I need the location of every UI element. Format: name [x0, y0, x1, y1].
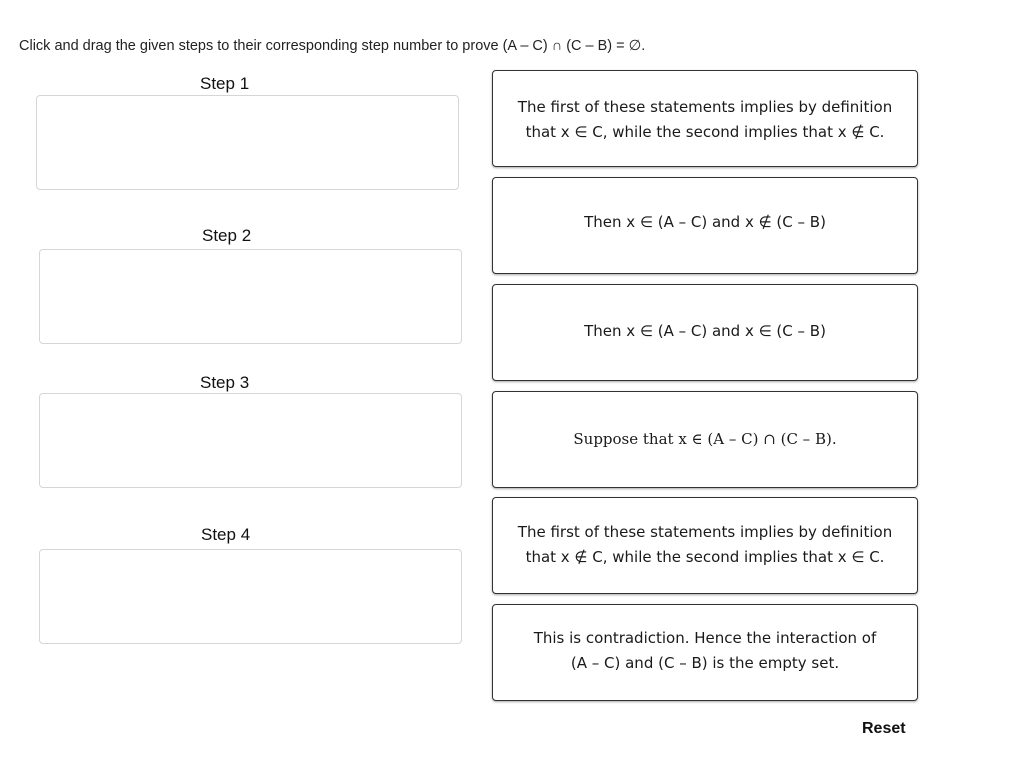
card-text: This is contradiction. Hence the interaction of (A – C) and (C – B) is the empty set. [533, 629, 877, 672]
card-text: Suppose that x ∈ (A – C) ∩ (C – B). [573, 430, 837, 448]
card-text: The first of these statements implies by definition that x ∈ C, while the second implies that x ∉ C. [517, 98, 893, 141]
draggable-step-card[interactable] [492, 284, 918, 381]
step-2-label: Step 2 [202, 226, 252, 245]
draggable-step-card[interactable] [492, 177, 918, 274]
draggable-step-card[interactable] [492, 604, 918, 701]
card-text: Then x ∈ (A – C) and x ∈ (C – B) [584, 322, 826, 340]
step-3-drop-zone[interactable] [39, 393, 462, 488]
step-1-label: Step 1 [200, 74, 250, 93]
draggable-step-card[interactable] [492, 391, 918, 488]
step-4-drop-zone[interactable] [39, 549, 462, 644]
card-text: Then x ∈ (A – C) and x ∉ (C – B) [584, 213, 826, 231]
draggable-step-card[interactable] [492, 497, 918, 594]
draggable-step-card[interactable] [492, 70, 918, 167]
step-3-label: Step 3 [200, 373, 250, 392]
step-2-drop-zone[interactable] [39, 249, 462, 344]
instruction-text: Click and drag the given steps to their corresponding step number to prove (A – C) ∩ (C – B) = ∅. [19, 38, 646, 54]
card-text: The first of these statements implies by definition that x ∉ C, while the second implies that x ∈ C. [517, 523, 893, 566]
reset-button[interactable]: Reset [862, 720, 906, 737]
step-4-label: Step 4 [201, 525, 251, 544]
step-1-drop-zone[interactable] [36, 95, 459, 190]
